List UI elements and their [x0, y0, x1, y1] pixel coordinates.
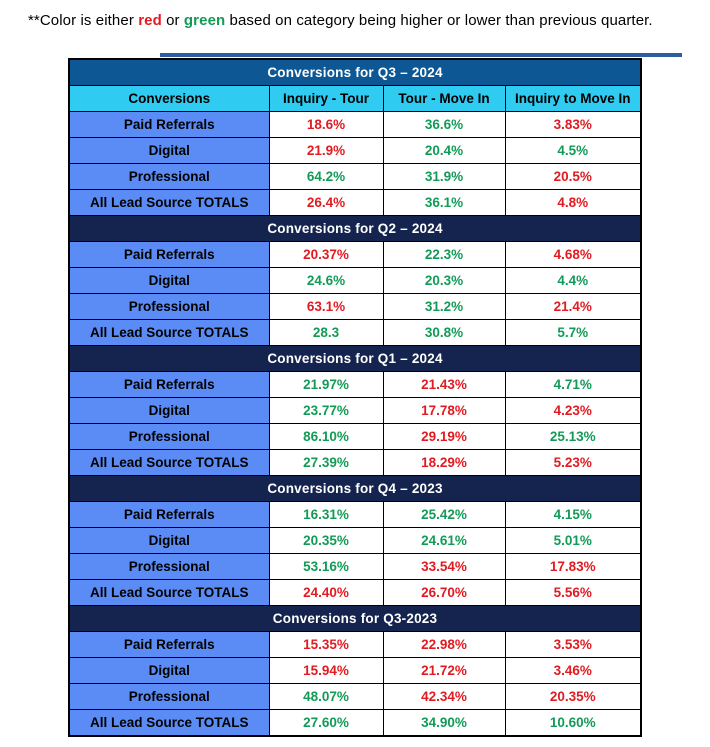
table-row: [69, 112, 641, 138]
value-cell: 36.6%: [383, 112, 505, 138]
column-header-2: Tour - Move In: [383, 86, 505, 112]
value-cell: 23.77%: [269, 398, 383, 424]
legend-red-word: red: [138, 12, 162, 29]
table-row: [69, 424, 641, 450]
row-label: Professional: [69, 294, 269, 320]
value-cell: 5.7%: [505, 320, 641, 346]
table-row: [69, 528, 641, 554]
value-cell: 26.70%: [383, 580, 505, 606]
value-cell: 3.46%: [505, 658, 641, 684]
row-label: Professional: [69, 684, 269, 710]
table-row: [69, 398, 641, 424]
value-cell: 4.71%: [505, 372, 641, 398]
value-cell: 29.19%: [383, 424, 505, 450]
row-label: Paid Referrals: [69, 502, 269, 528]
column-header-1: Inquiry - Tour: [269, 86, 383, 112]
legend-note-middle: or: [161, 12, 184, 29]
table-row: [69, 138, 641, 164]
row-label: Digital: [69, 268, 269, 294]
value-cell: 28.3: [269, 320, 383, 346]
value-cell: 24.40%: [269, 580, 383, 606]
value-cell: 17.78%: [383, 398, 505, 424]
value-cell: 15.94%: [269, 658, 383, 684]
row-label: Digital: [69, 398, 269, 424]
legend-note-prefix: **Color is either: [28, 12, 139, 29]
value-cell: 53.16%: [269, 554, 383, 580]
row-label: Paid Referrals: [69, 632, 269, 658]
value-cell: 34.90%: [383, 710, 505, 737]
value-cell: 5.56%: [505, 580, 641, 606]
table-row: [69, 164, 641, 190]
section-title-row: [69, 59, 641, 86]
conversions-table-body: [69, 59, 641, 736]
value-cell: 20.35%: [505, 684, 641, 710]
section-title: Conversions for Q3 – 2024: [69, 59, 641, 86]
value-cell: 4.15%: [505, 502, 641, 528]
table-row: [69, 320, 641, 346]
table-row: [69, 710, 641, 737]
row-label: All Lead Source TOTALS: [69, 190, 269, 216]
value-cell: 25.42%: [383, 502, 505, 528]
table-row: [69, 632, 641, 658]
conversions-table: [68, 58, 642, 737]
value-cell: 33.54%: [383, 554, 505, 580]
section-title: Conversions for Q4 – 2023: [69, 476, 641, 502]
value-cell: 20.3%: [383, 268, 505, 294]
value-cell: 21.43%: [383, 372, 505, 398]
legend-green-word: green: [183, 12, 226, 29]
value-cell: 4.8%: [505, 190, 641, 216]
row-label: Professional: [69, 164, 269, 190]
table-row: [69, 684, 641, 710]
row-label: All Lead Source TOTALS: [69, 580, 269, 606]
value-cell: 20.37%: [269, 242, 383, 268]
value-cell: 16.31%: [269, 502, 383, 528]
value-cell: 27.60%: [269, 710, 383, 737]
column-header-conversions: Conversions: [69, 86, 269, 112]
row-label: Professional: [69, 424, 269, 450]
table-row: [69, 450, 641, 476]
value-cell: 21.72%: [383, 658, 505, 684]
section-title-row: [69, 216, 641, 242]
value-cell: 18.29%: [383, 450, 505, 476]
section-title: Conversions for Q1 – 2024: [69, 346, 641, 372]
section-title-row: [69, 476, 641, 502]
value-cell: 4.5%: [505, 138, 641, 164]
column-header-3: Inquiry to Move In: [505, 86, 641, 112]
table-row: [69, 658, 641, 684]
value-cell: 27.39%: [269, 450, 383, 476]
row-label: Digital: [69, 658, 269, 684]
value-cell: 36.1%: [383, 190, 505, 216]
value-cell: 20.35%: [269, 528, 383, 554]
value-cell: 42.34%: [383, 684, 505, 710]
section-title-row: [69, 606, 641, 632]
value-cell: 15.35%: [269, 632, 383, 658]
row-label: Professional: [69, 554, 269, 580]
value-cell: 5.23%: [505, 450, 641, 476]
value-cell: 17.83%: [505, 554, 641, 580]
table-row: [69, 554, 641, 580]
value-cell: 4.23%: [505, 398, 641, 424]
value-cell: 20.5%: [505, 164, 641, 190]
value-cell: 86.10%: [269, 424, 383, 450]
value-cell: 21.97%: [269, 372, 383, 398]
value-cell: 26.4%: [269, 190, 383, 216]
value-cell: 63.1%: [269, 294, 383, 320]
row-label: Paid Referrals: [69, 112, 269, 138]
value-cell: 25.13%: [505, 424, 641, 450]
value-cell: 4.68%: [505, 242, 641, 268]
section-title: Conversions for Q2 – 2024: [69, 216, 641, 242]
table-row: [69, 294, 641, 320]
section-title: Conversions for Q3-2023: [69, 606, 641, 632]
value-cell: 3.53%: [505, 632, 641, 658]
value-cell: 22.3%: [383, 242, 505, 268]
row-label: Digital: [69, 528, 269, 554]
table-row: [69, 372, 641, 398]
table-row: [69, 268, 641, 294]
value-cell: 21.4%: [505, 294, 641, 320]
value-cell: 4.4%: [505, 268, 641, 294]
value-cell: 10.60%: [505, 710, 641, 737]
color-legend-note: [28, 12, 653, 29]
row-label: All Lead Source TOTALS: [69, 320, 269, 346]
row-label: All Lead Source TOTALS: [69, 450, 269, 476]
legend-note-suffix: based on category being higher or lower than previous quarter.: [225, 12, 653, 29]
row-label: All Lead Source TOTALS: [69, 710, 269, 737]
value-cell: 24.61%: [383, 528, 505, 554]
table-row: [69, 580, 641, 606]
value-cell: 31.9%: [383, 164, 505, 190]
row-label: Paid Referrals: [69, 372, 269, 398]
row-label: Paid Referrals: [69, 242, 269, 268]
value-cell: 24.6%: [269, 268, 383, 294]
table-row: [69, 502, 641, 528]
value-cell: 22.98%: [383, 632, 505, 658]
value-cell: 18.6%: [269, 112, 383, 138]
value-cell: 64.2%: [269, 164, 383, 190]
table-row: [69, 190, 641, 216]
column-header-row: [69, 86, 641, 112]
table-top-rule: [160, 53, 682, 57]
value-cell: 3.83%: [505, 112, 641, 138]
row-label: Digital: [69, 138, 269, 164]
section-title-row: [69, 346, 641, 372]
value-cell: 30.8%: [383, 320, 505, 346]
value-cell: 21.9%: [269, 138, 383, 164]
value-cell: 5.01%: [505, 528, 641, 554]
value-cell: 31.2%: [383, 294, 505, 320]
value-cell: 48.07%: [269, 684, 383, 710]
table-row: [69, 242, 641, 268]
value-cell: 20.4%: [383, 138, 505, 164]
